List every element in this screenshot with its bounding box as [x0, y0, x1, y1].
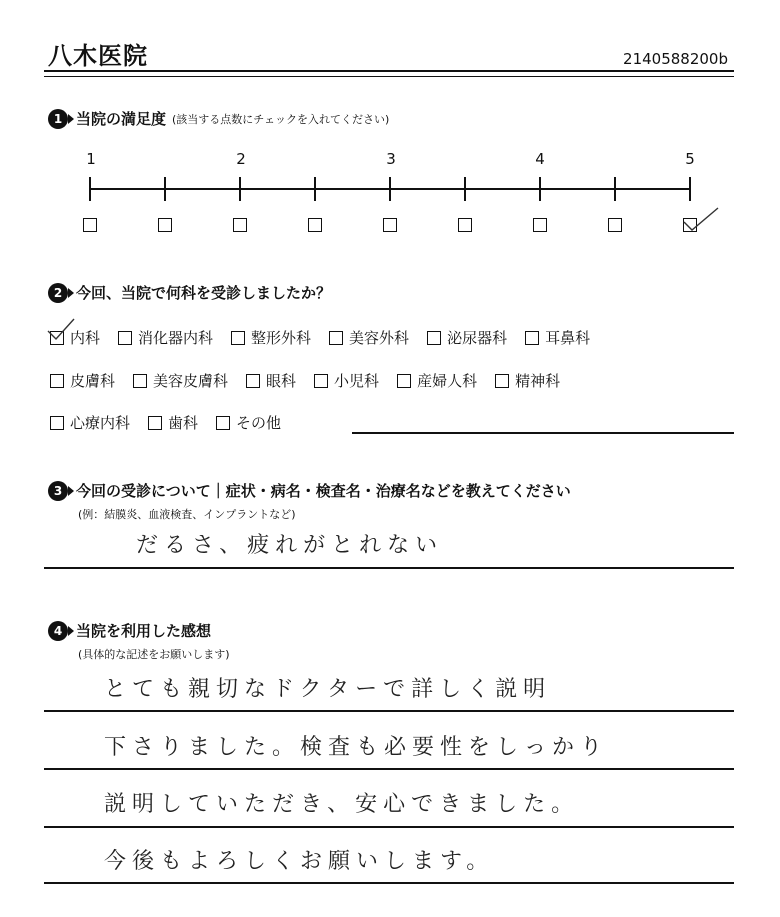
scale-tick — [164, 177, 166, 201]
dept-checkbox[interactable] — [216, 416, 230, 430]
q3-title: 今回の受診について｜症状・病名・検査名・治療名などを教えてください — [76, 482, 571, 500]
dept-option-naika[interactable] — [50, 327, 100, 348]
q4-handwritten-line-4: 今後もよろしくお願いします。 — [104, 849, 495, 874]
dept-option-hifuka[interactable] — [50, 370, 115, 391]
dept-label: 消化器内科 — [138, 329, 214, 347]
dept-option-ganka[interactable] — [246, 370, 296, 391]
dept-option-biyougeka[interactable] — [329, 327, 409, 348]
clinic-name: 八木医院 — [48, 42, 148, 70]
scale-tick — [89, 177, 91, 201]
scale-checkbox[interactable] — [158, 218, 172, 232]
dept-option-seishinka[interactable] — [495, 370, 560, 391]
dept-label: 泌尿器科 — [447, 329, 508, 347]
scale-tick — [614, 177, 616, 201]
dept-checkbox[interactable] — [314, 374, 328, 388]
dept-checkbox[interactable] — [495, 374, 509, 388]
scale-checkbox[interactable] — [83, 218, 97, 232]
q2-number-badge: 2 — [48, 283, 68, 303]
dept-option-hinyokika[interactable] — [427, 327, 507, 348]
q3-write-line[interactable] — [44, 567, 734, 569]
checkmark-icon — [46, 317, 76, 343]
q4-handwritten-line-1: とても親切なドクターで詳しく説明 — [104, 677, 552, 702]
scale-label-1: 1 — [86, 150, 96, 168]
q1-note: (該当する点数にチェックを入れてください) — [172, 112, 390, 126]
dept-option-shinryonaika[interactable] — [50, 412, 130, 433]
scale-tick — [314, 177, 316, 201]
scale-tick — [239, 177, 241, 201]
dept-option-shonika[interactable] — [314, 370, 379, 391]
dept-checkbox[interactable] — [148, 416, 162, 430]
scale-checkbox[interactable] — [383, 218, 397, 232]
scale-checkbox[interactable] — [533, 218, 547, 232]
dept-checkbox[interactable] — [427, 331, 441, 345]
dept-label: 耳鼻科 — [545, 329, 591, 347]
scale-tick — [539, 177, 541, 201]
q1-number-badge: 1 — [48, 109, 68, 129]
q4-handwritten-line-3: 説明していただき、安心できました。 — [104, 792, 580, 817]
scale-label-4: 4 — [535, 150, 545, 168]
scale-checkbox[interactable] — [608, 218, 622, 232]
document-id: 2140588200b — [623, 50, 728, 68]
scale-tick — [464, 177, 466, 201]
q4-write-line-1[interactable] — [44, 710, 734, 712]
q4-write-line-4[interactable] — [44, 882, 734, 884]
dept-label: 内科 — [70, 329, 101, 347]
scale-checkbox[interactable] — [458, 218, 472, 232]
q3-heading — [48, 480, 571, 501]
q4-write-line-2[interactable] — [44, 768, 734, 770]
dept-option-sonota[interactable] — [216, 412, 281, 433]
department-row-2 — [50, 370, 578, 391]
other-dept-write-line[interactable] — [352, 432, 734, 434]
dept-label: 美容皮膚科 — [153, 372, 229, 390]
dept-label: 皮膚科 — [70, 372, 116, 390]
dept-label: 精神科 — [515, 372, 561, 390]
dept-checkbox[interactable] — [50, 416, 64, 430]
scale-tick — [689, 177, 691, 201]
dept-checkbox[interactable] — [397, 374, 411, 388]
q3-note: (例：結膜炎、血液検査、インプラントなど) — [78, 508, 296, 521]
dept-label: 整形外科 — [251, 329, 312, 347]
scale-label-2: 2 — [236, 150, 246, 168]
header-rule-thin — [44, 76, 734, 77]
dept-checkbox[interactable] — [118, 331, 132, 345]
q1-heading — [48, 108, 389, 129]
department-row-3 — [50, 412, 299, 433]
q3-number-badge: 3 — [48, 481, 68, 501]
q3-handwritten-answer: だるさ、疲れがとれない — [136, 533, 444, 558]
scale-checkbox[interactable] — [233, 218, 247, 232]
dept-label: 産婦人科 — [417, 372, 478, 390]
dept-label: 美容外科 — [349, 329, 410, 347]
header-rule — [44, 70, 734, 72]
scale-label-3: 3 — [386, 150, 396, 168]
dept-option-jibika[interactable] — [525, 327, 590, 348]
q4-handwritten-line-2: 下さりました。検査も必要性をしっかり — [104, 735, 609, 760]
dept-option-biyouhifuka[interactable] — [133, 370, 228, 391]
q4-write-line-3[interactable] — [44, 826, 734, 828]
dept-checkbox[interactable] — [133, 374, 147, 388]
dept-option-sanfujinka[interactable] — [397, 370, 477, 391]
dept-option-shokakinaika[interactable] — [118, 327, 213, 348]
dept-label: その他 — [236, 414, 282, 432]
scale-label-5: 5 — [685, 150, 695, 168]
q1-title: 当院の満足度 — [76, 110, 167, 128]
dept-checkbox[interactable] — [231, 331, 245, 345]
dept-checkbox[interactable] — [50, 374, 64, 388]
scale-tick — [389, 177, 391, 201]
q4-heading — [48, 620, 211, 641]
dept-option-shika[interactable] — [148, 412, 198, 433]
q4-title: 当院を利用した感想 — [76, 622, 212, 640]
department-row-1 — [50, 327, 608, 348]
q4-number-badge: 4 — [48, 621, 68, 641]
scale-checkbox[interactable] — [308, 218, 322, 232]
dept-checkbox[interactable] — [525, 331, 539, 345]
dept-label: 眼科 — [266, 372, 297, 390]
dept-checkbox[interactable] — [329, 331, 343, 345]
dept-checkbox[interactable] — [246, 374, 260, 388]
dept-label: 心療内科 — [70, 414, 131, 432]
dept-label: 歯科 — [168, 414, 199, 432]
dept-option-seikeigeka[interactable] — [231, 327, 311, 348]
checkmark-icon — [682, 204, 722, 234]
q2-heading — [48, 282, 331, 303]
q4-note: (具体的な記述をお願いします) — [78, 648, 230, 661]
dept-label: 小児科 — [334, 372, 380, 390]
q2-title: 今回、当院で何科を受診しましたか？ — [76, 284, 332, 302]
